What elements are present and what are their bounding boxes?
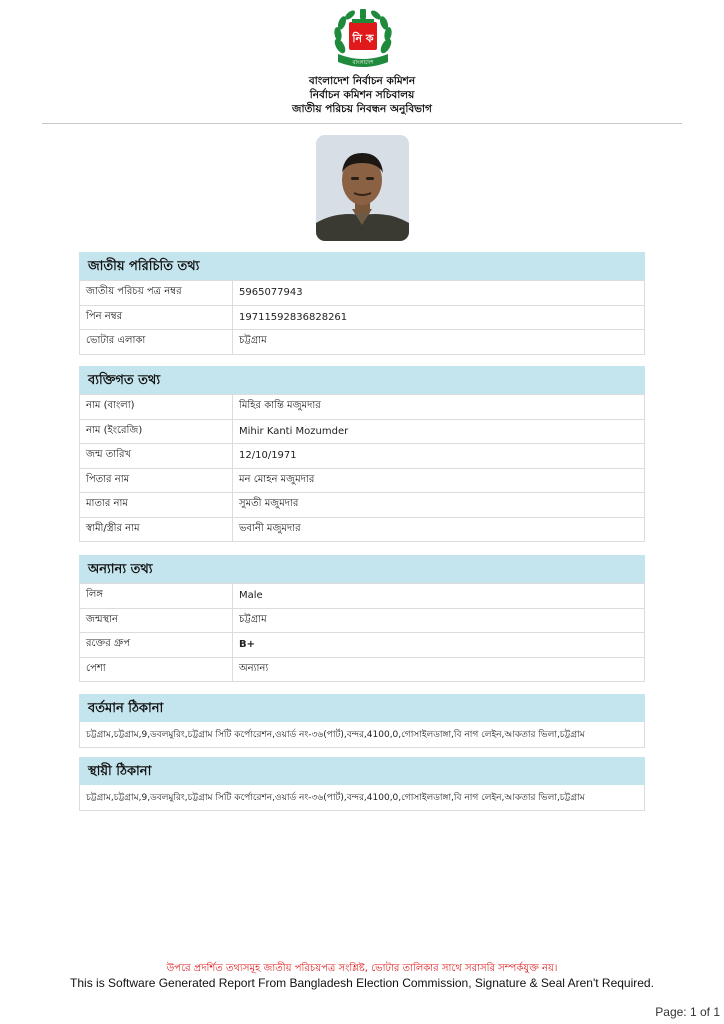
footer-note-english: This is Software Generated Report From Bangladesh Election Commission, Signature & Seal Aren't Required. bbox=[70, 976, 654, 990]
other-info-section bbox=[79, 555, 645, 682]
svg-text:বাংলাদেশ: বাংলাদেশ bbox=[352, 60, 374, 66]
table-row bbox=[80, 608, 645, 633]
svg-text:নি ক: নি ক bbox=[352, 32, 374, 45]
field-label: লিঙ্গ bbox=[80, 584, 233, 609]
address-text: চট্টগ্রাম,চট্টগ্রাম,9,ডবলমুরিং,চট্টগ্রাম সিটি কর্পোরেশন,ওয়ার্ড নং-৩৬(পার্ট),বন্দর,4100,0,গোসাইলডাঙ্গা,বি নাগ লেইন,আকতার ভিলা,চট্টগ্রাম bbox=[79, 785, 645, 811]
address-text: চট্টগ্রাম,চট্টগ্রাম,9,ডবলমুরিং,চট্টগ্রাম সিটি কর্পোরেশন,ওয়ার্ড নং-৩৬(পার্ট),বন্দর,4100,0,গোসাইলডাঙ্গা,বি নাগ লেইন,আকতার ভিলা,চট্টগ্রাম bbox=[79, 722, 645, 748]
field-label: নাম (ইংরেজি) bbox=[80, 419, 233, 444]
table-row bbox=[80, 493, 645, 518]
table-row bbox=[80, 584, 645, 609]
section-title: অন্যান্য তথ্য bbox=[79, 555, 645, 583]
field-value: সুমতী মজুমদার bbox=[233, 493, 645, 518]
field-value: ভবানী মজুমদার bbox=[233, 517, 645, 542]
table-row bbox=[80, 330, 645, 355]
blood-group-value: B+ bbox=[233, 633, 645, 658]
table-row bbox=[80, 281, 645, 306]
national-id-section bbox=[79, 252, 645, 355]
personal-info-section bbox=[79, 366, 645, 542]
table-row bbox=[80, 444, 645, 469]
field-value: Male bbox=[233, 584, 645, 609]
section-title: স্থায়ী ঠিকানা bbox=[79, 757, 645, 785]
field-label: মাতার নাম bbox=[80, 493, 233, 518]
commission-name: বাংলাদেশ নির্বাচন কমিশন bbox=[308, 75, 416, 87]
secretariat-name: নির্বাচন কমিশন সচিবালয় bbox=[309, 89, 415, 101]
field-label: স্বামী/স্ত্রীর নাম bbox=[80, 517, 233, 542]
field-value: চট্টগ্রাম bbox=[233, 330, 645, 355]
table-row bbox=[80, 468, 645, 493]
section-title: বর্তমান ঠিকানা bbox=[79, 694, 645, 722]
field-label: ভোটার এলাকা bbox=[80, 330, 233, 355]
field-label: রক্তের গ্রুপ bbox=[80, 633, 233, 658]
footer-note-bangla: উপরে প্রদর্শিত তথ্যসমূহ জাতীয় পরিচয়পত্র সংশ্লিষ্ট, ভোটার তালিকার সাথে সরাসরি সম্পর্কযুক্ত নয়। bbox=[166, 963, 558, 974]
field-value: চট্টগ্রাম bbox=[233, 608, 645, 633]
field-label: জন্ম তারিখ bbox=[80, 444, 233, 469]
field-value: 19711592836828261 bbox=[233, 305, 645, 330]
profile-photo bbox=[316, 135, 409, 241]
division-name: জাতীয় পরিচয় নিবন্ধন অনুবিভাগ bbox=[292, 103, 432, 115]
election-commission-logo bbox=[330, 6, 396, 72]
header-divider bbox=[42, 123, 682, 124]
field-label: পিতার নাম bbox=[80, 468, 233, 493]
table-row bbox=[80, 657, 645, 682]
field-label: জাতীয় পরিচয় পত্র নম্বর bbox=[80, 281, 233, 306]
table-row bbox=[80, 419, 645, 444]
page-number: Page: 1 of 1 bbox=[655, 1005, 720, 1019]
field-value: Mihir Kanti Mozumder bbox=[233, 419, 645, 444]
field-value: 12/10/1971 bbox=[233, 444, 645, 469]
section-title: ব্যক্তিগত তথ্য bbox=[79, 366, 645, 394]
table-row bbox=[80, 633, 645, 658]
present-address-section bbox=[79, 694, 645, 748]
field-value: মিহির কান্তি মজুমদার bbox=[233, 395, 645, 420]
table-row bbox=[80, 517, 645, 542]
permanent-address-section bbox=[79, 757, 645, 811]
field-label: জন্মস্থান bbox=[80, 608, 233, 633]
table-row bbox=[80, 305, 645, 330]
field-label: পিন নম্বর bbox=[80, 305, 233, 330]
field-label: নাম (বাংলা) bbox=[80, 395, 233, 420]
section-title: জাতীয় পরিচিতি তথ্য bbox=[79, 252, 645, 280]
field-value: অন্যান্য bbox=[233, 657, 645, 682]
field-label: পেশা bbox=[80, 657, 233, 682]
field-value: 5965077943 bbox=[233, 281, 645, 306]
field-value: মন মোহন মজুমদার bbox=[233, 468, 645, 493]
table-row bbox=[80, 395, 645, 420]
